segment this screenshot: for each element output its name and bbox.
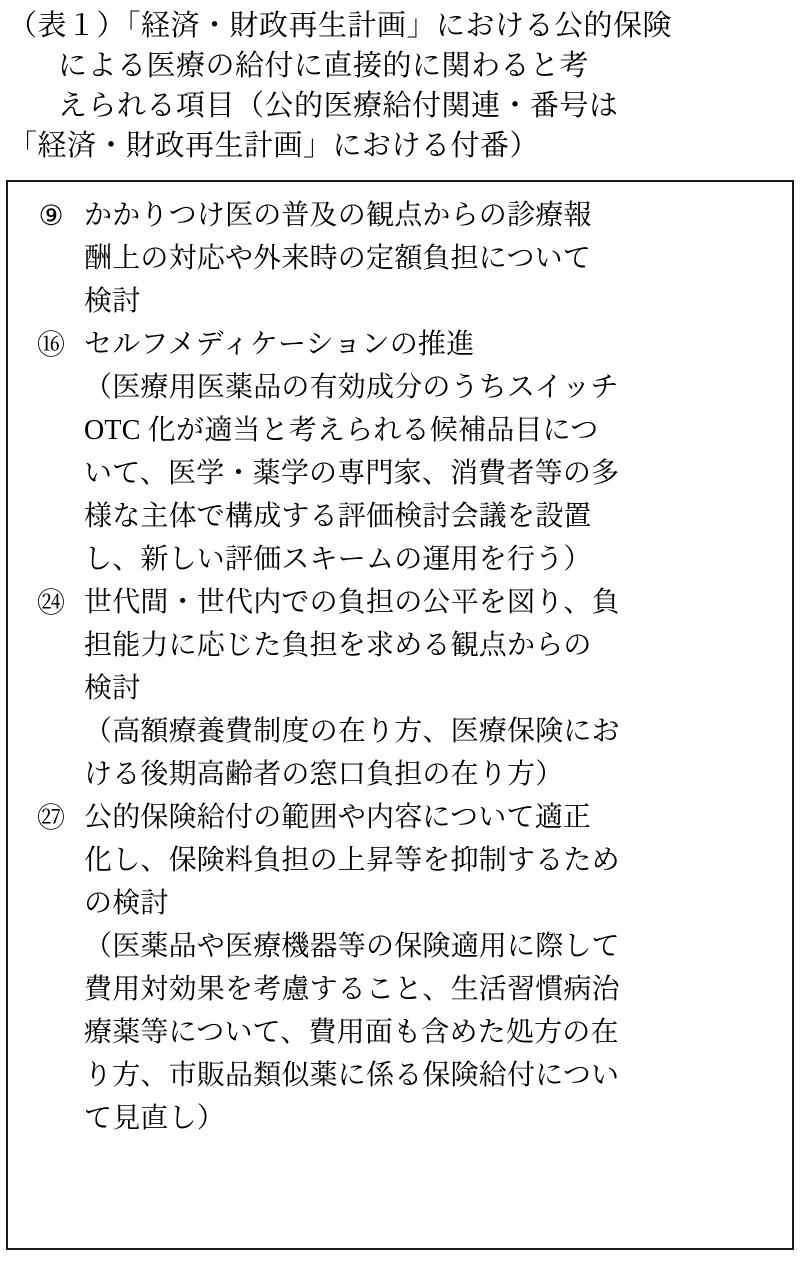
row-text-line: かかりつけ医の普及の観点からの診療報 [84, 200, 592, 231]
row-content [84, 323, 782, 581]
row-number: ㉗ [36, 801, 65, 834]
table-row [18, 323, 782, 581]
row-text-line: OTC 化が適当と考えられる候補品目につ [84, 415, 599, 446]
row-text-line: （医療用医薬品の有効成分のうちスイッチ [84, 372, 619, 403]
row-number: ⑨ [38, 199, 64, 232]
row-text-line: いて、医学・薬学の専門家、消費者等の多 [84, 458, 620, 489]
row-number: ⑯ [36, 328, 65, 361]
row-text-line: （高額療養費制度の在り方、医療保険にお [84, 716, 620, 747]
row-text-line: 担能力に応じた負担を求める観点からの [84, 630, 592, 661]
table-row [18, 581, 782, 796]
title-line-3: えられる項目（公的医療給付関連・番号は [58, 90, 619, 122]
table-row [18, 194, 782, 323]
row-text-line: 療薬等について、費用面も含めた処方の在 [84, 1017, 619, 1048]
title-line-1: （表１）「経済・財政再生計画」における公的保険 [8, 10, 673, 42]
row-text-line: り方、市販品類似薬に係る保険給付につい [84, 1060, 620, 1091]
items-table [6, 180, 794, 1250]
row-text-line: セルフメディケーションの推進 [84, 329, 475, 360]
row-text-line: （医薬品や医療機器等の保険適用に際して [84, 931, 620, 962]
row-number: ㉔ [36, 586, 65, 619]
row-text-line: 検討 [84, 673, 141, 704]
row-content [84, 194, 782, 323]
row-text-line: 酬上の対応や外来時の定額負担について [84, 243, 592, 274]
row-text-line: 様な主体で構成する評価検討会議を設置 [84, 501, 592, 532]
row-text-line: し、新しい評価スキームの運用を行う） [84, 544, 592, 575]
table-row [18, 796, 782, 1140]
row-content [84, 581, 782, 796]
row-text-line: 公的保険給付の範囲や内容について適正 [84, 802, 592, 833]
title-line-2: による医療の給付に直接的に関わると考 [58, 50, 590, 82]
title-line-4: 「経済・財政再生計画」における付番） [8, 130, 540, 162]
row-text-line: 世代間・世代内での負担の公平を図り、負 [84, 587, 620, 618]
row-text-line: の検討 [84, 888, 169, 919]
document-title-block [0, 0, 800, 166]
row-text-line: ける後期高齢者の窓口負担の在り方） [84, 759, 564, 790]
row-text-line: て見直し） [84, 1103, 226, 1134]
row-text-line: 検討 [84, 286, 141, 317]
row-text-line: 費用対効果を考慮すること、生活習慣病治 [84, 974, 620, 1005]
row-content [84, 796, 782, 1140]
row-text-line: 化し、保険料負担の上昇等を抑制するため [84, 845, 620, 876]
